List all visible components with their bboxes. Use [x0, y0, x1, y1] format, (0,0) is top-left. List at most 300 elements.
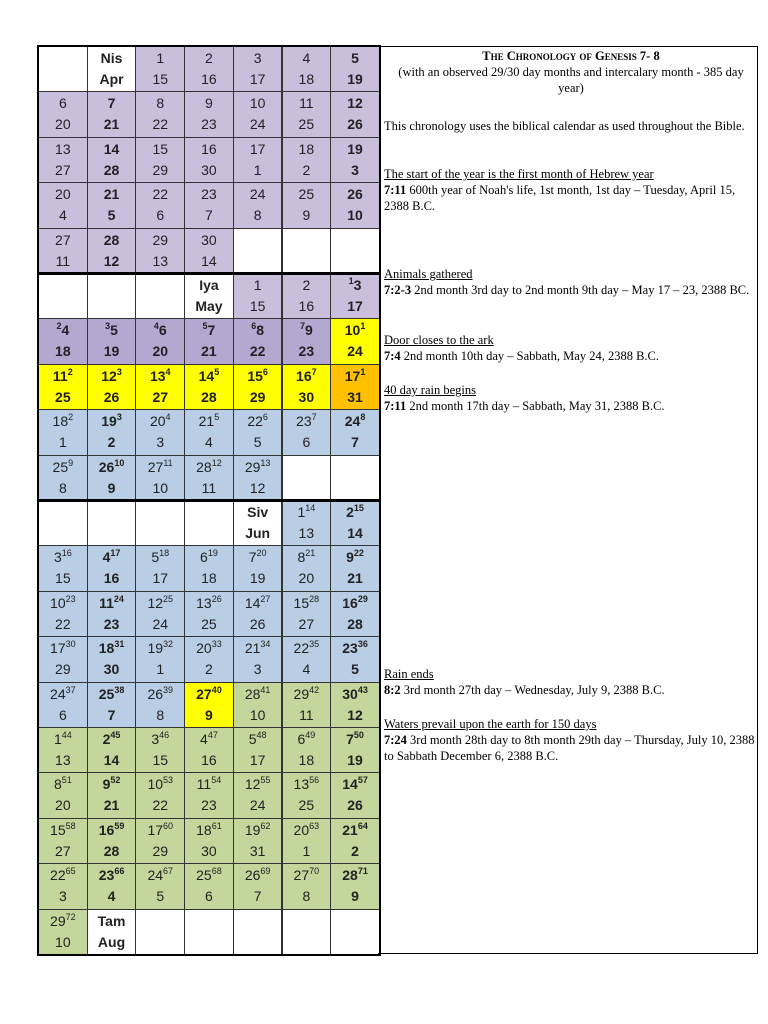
gregorian-day-number: 15 [152, 752, 169, 768]
calendar-day-cell [38, 318, 88, 364]
gregorian-day-number: 26 [347, 116, 363, 133]
day-count-superscript: 22 [353, 548, 364, 559]
gregorian-day-number: 22 [249, 343, 266, 360]
calendar-day-cell [38, 682, 88, 728]
hebrew-day-number: $15^{58}$ [50, 820, 76, 838]
gregorian-day-number: 18 [55, 343, 71, 360]
calendar-day-cell [184, 228, 234, 274]
gregorian-day-number: 27 [298, 615, 315, 632]
gregorian-day-number: 30 [298, 388, 315, 405]
gregorian-day-number: 19 [103, 343, 120, 360]
gregorian-day-number: 2 [302, 161, 311, 178]
calendar-day-cell [184, 545, 234, 591]
gregorian-day-number: 5 [156, 888, 165, 905]
section-rain-ends [384, 666, 758, 698]
gregorian-day-number: 28 [103, 842, 120, 859]
gregorian-day-number: 16 [201, 752, 217, 768]
hebrew-day-number: $2^{45}$ [102, 730, 121, 747]
section-body: 3rd month 28th day to 8th month 29th day – Thursday, July 10, 2388 to Sabbath December 6, 2388 B.C. [384, 733, 755, 763]
gregorian-day-number: 13 [55, 752, 71, 768]
calendar-day-cell [233, 91, 283, 137]
hebrew-day-number: $1^{44}$ [53, 730, 72, 747]
calendar-day-cell [135, 772, 185, 818]
hebrew-day-number: 1 [156, 50, 165, 66]
calendar-day-cell [135, 727, 185, 773]
gregorian-day-number: 15 [249, 298, 266, 314]
day-count-superscript: 3 [105, 321, 111, 332]
hebrew-day-number: $11^2$ [52, 366, 73, 384]
calendar-day-cell [184, 273, 234, 319]
calendar-empty-cell [87, 273, 137, 319]
calendar-day-cell [135, 455, 185, 501]
hebrew-day-number: 15 [152, 140, 169, 157]
gregorian-day-number: 3 [58, 888, 67, 905]
hebrew-day-number: $19^{62}$ [244, 820, 271, 838]
hebrew-day-number: $14^5$ [198, 366, 220, 384]
calendar-day-cell [38, 364, 88, 410]
calendar-empty-cell [184, 500, 234, 546]
title-line: The Chronology of Genesis 7- 8 [482, 49, 660, 63]
hebrew-day-number: $26^{10}$ [98, 457, 125, 475]
day-count-superscript: 5 [214, 412, 220, 423]
document-title [384, 48, 758, 96]
calendar-day-cell [38, 727, 88, 773]
gregorian-day-number: 17 [249, 752, 266, 768]
calendar-day-cell [282, 636, 332, 682]
hebrew-day-number: 20 [55, 186, 71, 203]
gregorian-day-number: Jun [245, 525, 271, 541]
gregorian-day-number: 20 [298, 570, 315, 587]
calendar-day-cell [135, 364, 185, 410]
hebrew-day-number: $5^{18}$ [151, 548, 170, 566]
gregorian-day-number: 1 [253, 161, 262, 178]
gregorian-day-number: 10 [347, 207, 363, 224]
gregorian-day-number: 15 [152, 71, 169, 87]
hebrew-day-number: 4 [302, 50, 311, 66]
gregorian-day-number: 20 [55, 797, 71, 814]
calendar-day-cell [87, 46, 137, 92]
calendar-day-cell [38, 91, 88, 137]
day-count-superscript: 61 [211, 820, 222, 831]
gregorian-day-number: 11 [55, 252, 71, 269]
gregorian-day-number: 11 [201, 479, 217, 496]
gregorian-day-number: 21 [103, 797, 120, 814]
gregorian-day-number: 7 [253, 888, 262, 905]
gregorian-day-number: 31 [347, 388, 363, 405]
hebrew-day-number: $^2$4 [56, 321, 70, 339]
day-count-superscript: 48 [256, 730, 267, 740]
calendar-day-cell [38, 182, 88, 228]
day-count-superscript: 2 [68, 412, 74, 423]
hebrew-day-number: 9 [205, 95, 213, 112]
day-count-superscript: 5 [202, 321, 208, 332]
calendar-day-cell [184, 91, 234, 137]
calendar-day-cell [135, 46, 185, 92]
hebrew-day-number: 2 [205, 50, 213, 66]
calendar-day-cell [135, 591, 185, 637]
calendar-day-cell [184, 182, 234, 228]
verse-ref: 7:11 [384, 183, 407, 197]
day-count-superscript: 44 [61, 730, 72, 740]
calendar-empty-cell [87, 500, 137, 546]
calendar-day-cell [87, 727, 137, 773]
gregorian-day-number: 4 [205, 434, 213, 451]
calendar-day-cell [38, 137, 88, 183]
hebrew-day-number: $3^{16}$ [53, 548, 72, 566]
day-count-superscript: 31 [114, 639, 125, 650]
calendar-day-cell [330, 636, 380, 682]
day-count-superscript: 52 [110, 775, 121, 786]
hebrew-day-number: $27^{11}$ [147, 457, 173, 475]
day-count-superscript: 70 [309, 866, 320, 877]
calendar-day-cell [233, 455, 283, 501]
calendar-day-cell [87, 137, 137, 183]
day-count-superscript: 34 [260, 639, 271, 650]
gregorian-day-number: 10 [55, 933, 71, 950]
day-count-superscript: 4 [153, 321, 159, 332]
day-count-superscript: 43 [357, 684, 368, 695]
day-count-superscript: 55 [260, 775, 271, 786]
calendar-empty-cell [233, 228, 283, 274]
gregorian-day-number: 5 [351, 661, 359, 678]
calendar-empty-cell [233, 909, 283, 955]
hebrew-day-number: $23^{66}$ [98, 866, 125, 884]
calendar-day-cell [233, 273, 283, 319]
day-count-superscript: 60 [163, 820, 174, 831]
gregorian-day-number: 25 [298, 116, 315, 133]
day-count-superscript: 67 [163, 866, 174, 877]
day-count-superscript: 6 [262, 366, 268, 377]
calendar-day-cell [282, 727, 332, 773]
hebrew-day-number: $^1$3 [348, 276, 362, 293]
hebrew-day-number: $4^{47}$ [200, 730, 218, 747]
day-count-superscript: 16 [61, 548, 72, 559]
gregorian-day-number: 4 [302, 661, 311, 678]
day-count-superscript: 12 [211, 457, 222, 468]
day-count-superscript: 11 [163, 457, 173, 468]
gregorian-day-number: 1 [156, 661, 165, 678]
calendar-day-cell [330, 500, 380, 546]
hebrew-day-number: 14 [103, 140, 120, 157]
hebrew-day-number: $30^{43}$ [342, 684, 368, 702]
hebrew-day-number: 11 [299, 95, 314, 112]
hebrew-day-number: 5 [351, 50, 359, 66]
calendar-day-cell [330, 46, 380, 92]
gregorian-day-number: 9 [351, 888, 359, 905]
gregorian-day-number: 8 [156, 706, 165, 723]
hebrew-day-number: $6^{19}$ [200, 548, 218, 566]
day-count-superscript: 68 [211, 866, 222, 877]
calendar-day-cell [38, 636, 88, 682]
gregorian-day-number: 26 [249, 615, 266, 632]
hebrew-day-number: Iya [199, 277, 219, 293]
day-count-superscript: 8 [360, 412, 366, 423]
hebrew-day-number: 26 [347, 186, 363, 203]
day-count-superscript: 37 [65, 684, 76, 695]
gregorian-day-number: 31 [249, 842, 266, 859]
hebrew-day-number: $12^3$ [101, 366, 122, 384]
section-heading: Door closes to the ark [384, 333, 494, 347]
day-count-superscript: 4 [165, 412, 171, 423]
gregorian-day-number: 3 [253, 661, 262, 678]
gregorian-day-number: 30 [201, 842, 217, 859]
calendar-day-cell [87, 182, 137, 228]
day-count-superscript: 24 [113, 593, 124, 604]
gregorian-day-number: 14 [347, 525, 363, 541]
calendar-empty-cell [135, 909, 185, 955]
calendar-day-cell [233, 591, 283, 637]
day-count-superscript: 41 [260, 684, 271, 695]
gregorian-day-number: 24 [152, 615, 169, 632]
calendar-day-cell [330, 772, 380, 818]
hebrew-day-number: 12 [347, 95, 363, 112]
hebrew-day-number: $10^{53}$ [147, 775, 174, 793]
hebrew-day-number: 7 [107, 95, 116, 112]
gregorian-day-number: 19 [347, 71, 363, 87]
day-count-superscript: 53 [163, 775, 174, 786]
day-count-superscript: 62 [260, 820, 271, 831]
section-heading: 40 day rain begins [384, 383, 476, 397]
gregorian-day-number: 10 [249, 706, 266, 723]
gregorian-day-number: 11 [299, 706, 314, 723]
calendar-day-cell [282, 318, 332, 364]
calendar-day-cell [135, 545, 185, 591]
hebrew-day-number: 27 [55, 231, 71, 248]
calendar-empty-cell [38, 500, 88, 546]
calendar-day-cell [233, 364, 283, 410]
calendar-day-cell [330, 364, 380, 410]
day-count-superscript: 45 [110, 730, 121, 740]
calendar-day-cell [135, 137, 185, 183]
day-count-superscript: 1 [360, 366, 366, 377]
gregorian-day-number: 26 [347, 797, 363, 814]
hebrew-day-number: $16^{59}$ [98, 820, 125, 838]
hebrew-day-number: $25^9$ [52, 457, 74, 475]
gregorian-day-number: 12 [347, 706, 363, 723]
hebrew-day-number: 22 [152, 186, 169, 203]
calendar-day-cell [282, 137, 332, 183]
day-count-superscript: 32 [163, 639, 174, 650]
day-count-superscript: 20 [256, 548, 267, 559]
gregorian-day-number: 3 [156, 434, 165, 451]
calendar-day-cell [135, 682, 185, 728]
day-count-superscript: 64 [357, 820, 368, 831]
hebrew-day-number: $21^5$ [198, 412, 220, 430]
hebrew-day-number: 2 [302, 277, 311, 293]
hebrew-day-number: 8 [156, 95, 165, 112]
hebrew-day-number: 25 [298, 186, 315, 203]
verse-ref: 8:2 [384, 683, 401, 697]
hebrew-day-number: $3^{46}$ [151, 730, 170, 747]
verse-ref: 7:24 [384, 733, 407, 747]
calendar-day-cell [233, 318, 283, 364]
calendar-empty-cell [330, 228, 380, 274]
calendar-day-cell [135, 91, 185, 137]
day-count-superscript: 30 [65, 639, 76, 650]
day-count-superscript: 46 [159, 730, 170, 740]
section-body: 600th year of Noah's life, 1st month, 1st day – Tuesday, April 15, 2388 B.C. [384, 183, 736, 213]
section-year-start [384, 166, 758, 214]
calendar-day-cell [87, 863, 137, 909]
day-count-superscript: 15 [353, 503, 364, 513]
calendar-day-cell [38, 863, 88, 909]
calendar-day-cell [282, 409, 332, 455]
gregorian-day-number: 5 [107, 207, 116, 224]
calendar-day-cell [233, 545, 283, 591]
gregorian-day-number: 8 [58, 479, 67, 496]
section-waters-prevail [384, 716, 758, 764]
section-heading: Waters prevail upon the earth for 150 days [384, 717, 597, 731]
calendar-day-cell [184, 818, 234, 864]
day-count-superscript: 40 [211, 684, 222, 695]
hebrew-day-number: $18^2$ [52, 412, 74, 430]
calendar-day-cell [135, 818, 185, 864]
day-count-superscript: 27 [260, 593, 271, 604]
calendar-day-cell [184, 318, 234, 364]
calendar-day-cell [184, 636, 234, 682]
gregorian-day-number: 13 [298, 525, 315, 541]
calendar-day-cell [87, 228, 137, 274]
gregorian-day-number: 10 [152, 479, 169, 496]
hebrew-day-number: $^3$5 [105, 321, 118, 339]
gregorian-day-number: 20 [55, 116, 71, 133]
gregorian-day-number: 29 [249, 388, 266, 405]
gregorian-day-number: 25 [298, 797, 315, 814]
calendar-empty-cell [330, 909, 380, 955]
day-count-superscript: 69 [260, 866, 271, 877]
calendar-day-cell [184, 137, 234, 183]
day-count-superscript: 14 [305, 503, 316, 513]
gregorian-day-number: 27 [55, 842, 71, 859]
day-count-superscript: 57 [357, 775, 368, 786]
gregorian-day-number: 23 [298, 343, 315, 360]
day-count-superscript: 3 [116, 366, 122, 377]
gregorian-day-number: 16 [103, 570, 120, 587]
gregorian-day-number: 27 [55, 161, 71, 178]
calendar-empty-cell [38, 273, 88, 319]
hebrew-day-number: $11^{54}$ [196, 775, 222, 793]
calendar-day-cell [233, 772, 283, 818]
gregorian-day-number: 1 [58, 434, 67, 451]
gregorian-day-number: 28 [347, 615, 363, 632]
hebrew-day-number: 21 [103, 186, 120, 203]
hebrew-day-number: $13^{26}$ [196, 593, 222, 611]
day-count-superscript: 39 [163, 684, 174, 695]
hebrew-day-number: $20^4$ [149, 412, 171, 430]
day-count-superscript: 33 [211, 639, 222, 650]
day-count-superscript: 1 [360, 321, 366, 332]
hebrew-day-number: $29^{72}$ [50, 911, 76, 929]
calendar-day-cell [330, 137, 380, 183]
hebrew-day-number: $18^{61}$ [196, 820, 222, 838]
calendar-day-cell [233, 137, 283, 183]
day-count-superscript: 21 [305, 548, 316, 559]
hebrew-day-number: $29^{13}$ [244, 457, 271, 475]
day-count-superscript: 28 [309, 593, 320, 604]
gregorian-day-number: 18 [298, 71, 315, 87]
calendar-day-cell [184, 863, 234, 909]
gregorian-day-number: 6 [205, 888, 213, 905]
gregorian-day-number: 17 [152, 570, 169, 587]
hebrew-day-number: 24 [249, 186, 266, 203]
hebrew-day-number: $15^{28}$ [293, 593, 320, 611]
hebrew-day-number: $21^{64}$ [342, 820, 368, 838]
notes-column [384, 48, 758, 763]
day-count-superscript: 2 [56, 321, 62, 332]
hebrew-day-number: $8^{21}$ [297, 548, 316, 566]
calendar-day-cell [87, 91, 137, 137]
calendar-day-cell [330, 91, 380, 137]
calendar-day-cell [282, 772, 332, 818]
hebrew-day-number: $21^{34}$ [244, 639, 271, 657]
calendar-day-cell [184, 46, 234, 92]
intro-text: This chronology uses the biblical calendar as used throughout the Bible. [384, 119, 745, 133]
hebrew-day-number: $20^{33}$ [196, 639, 222, 657]
day-count-superscript: 71 [357, 866, 368, 877]
calendar-day-cell [184, 682, 234, 728]
calendar-day-cell [233, 500, 283, 546]
hebrew-day-number: $27^{40}$ [196, 684, 222, 702]
gregorian-day-number: 6 [58, 706, 67, 723]
hebrew-day-number: $12^{25}$ [147, 593, 174, 611]
calendar-day-cell [282, 91, 332, 137]
gregorian-day-number: 29 [55, 661, 71, 678]
calendar-day-cell [38, 228, 88, 274]
section-rain-begins [384, 382, 758, 414]
gregorian-day-number: 27 [152, 388, 169, 405]
gregorian-day-number: 22 [152, 797, 169, 814]
calendar-day-cell [135, 318, 185, 364]
calendar-day-cell [184, 727, 234, 773]
gregorian-day-number: 2 [351, 842, 359, 859]
day-count-superscript: 19 [207, 548, 218, 559]
hebrew-day-number: $10^1$ [344, 321, 366, 339]
gregorian-day-number: 19 [347, 752, 363, 768]
hebrew-day-number: 6 [58, 95, 67, 112]
calendar-day-cell [282, 273, 332, 319]
gregorian-day-number: 7 [351, 434, 359, 451]
gregorian-day-number: 13 [152, 252, 169, 269]
hebrew-day-number: $16^{29}$ [342, 593, 368, 611]
hebrew-day-number: 16 [201, 140, 217, 157]
calendar-day-cell [135, 636, 185, 682]
calendar-day-cell [87, 591, 137, 637]
gregorian-day-number: 2 [205, 661, 213, 678]
hebrew-day-number: $11^{24}$ [99, 593, 124, 611]
gregorian-day-number: 21 [103, 116, 120, 133]
calendar-day-cell [87, 545, 137, 591]
hebrew-day-number: $22^{65}$ [50, 866, 76, 884]
gregorian-day-number: 15 [55, 570, 71, 587]
calendar-day-cell [233, 818, 283, 864]
calendar-day-cell [135, 409, 185, 455]
gregorian-day-number: 29 [152, 161, 169, 178]
hebrew-day-number: $14^{27}$ [244, 593, 271, 611]
hebrew-day-number: $4^{17}$ [102, 548, 121, 566]
gregorian-day-number: 16 [201, 71, 217, 87]
day-count-superscript: 38 [114, 684, 125, 695]
calendar-day-cell [282, 182, 332, 228]
calendar-day-cell [233, 727, 283, 773]
day-count-superscript: 7 [311, 366, 317, 377]
gregorian-day-number: 9 [302, 207, 311, 224]
gregorian-day-number: 24 [249, 797, 266, 814]
verse-ref: 7:11 [384, 399, 407, 413]
gregorian-day-number: 6 [302, 434, 311, 451]
gregorian-day-number: 29 [152, 842, 169, 859]
day-count-superscript: 5 [214, 366, 220, 377]
day-count-superscript: 13 [260, 457, 271, 468]
